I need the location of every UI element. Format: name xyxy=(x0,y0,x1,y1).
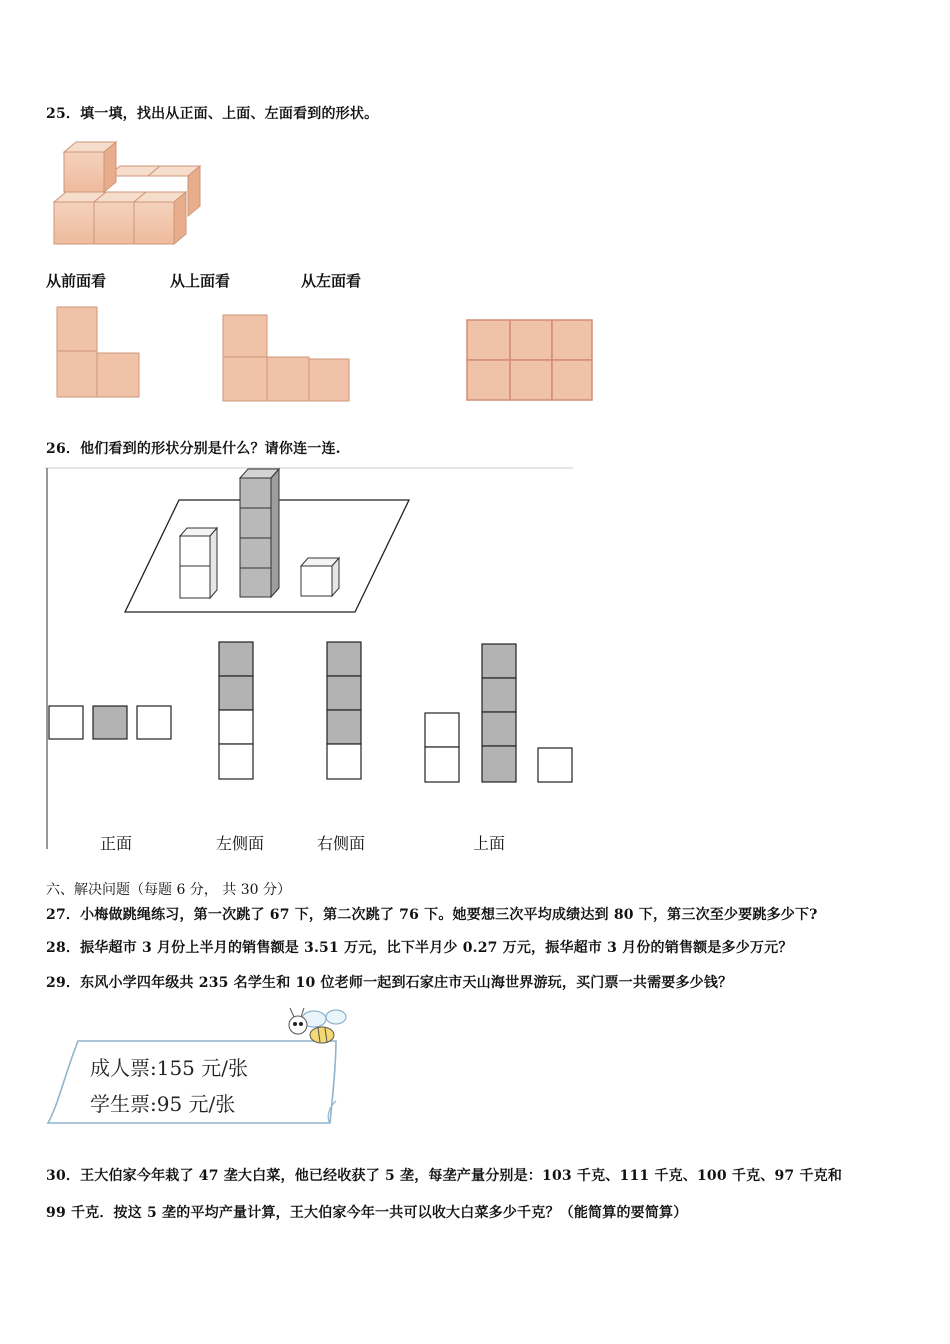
q25-cube-stack-figure xyxy=(50,138,205,248)
q29-text: 29．东风小学四年级共 235 名学生和 10 位老师一起到石家庄市天山海世界游玩，买门票一共需要多少钱？ xyxy=(46,975,733,991)
student-ticket-price: 学生票:95 元/张 xyxy=(90,1092,236,1116)
label-top: 上面 xyxy=(473,834,506,853)
label-left-side: 左侧面 xyxy=(216,834,265,853)
q25-front-view-shape xyxy=(55,305,145,400)
section6-heading: 六、解决问题（每题 6 分， 共 30 分） xyxy=(46,882,291,898)
label-front: 正面 xyxy=(100,834,133,853)
label-right-side: 右侧面 xyxy=(317,834,366,853)
ticket-price-card xyxy=(44,1005,344,1131)
q27-text: 27．小梅做跳绳练习，第一次跳了 67 下，第二次跳了 76 下。她要想三次平均成绩达到 80 下，第三次至少要跳多少下? xyxy=(46,907,818,923)
q30-line1: 30．王大伯家今年栽了 47 垄大白菜，他已经收获了 5 垄，每垄产量分别是：103 千克、111 千克、100 千克、97 千克和 xyxy=(46,1168,843,1184)
q26-connect-figure xyxy=(45,466,575,851)
label-front-view: 从前面看 xyxy=(46,272,107,290)
q25-top-view-shape xyxy=(220,312,355,404)
adult-ticket-price: 成人票:155 元/张 xyxy=(90,1056,249,1080)
label-left-view: 从左面看 xyxy=(301,272,362,290)
q25-left-view-shape xyxy=(465,316,597,404)
q30-line2: 99 千克．按这 5 垄的平均产量计算，王大伯家今年一共可以收大白菜多少千克？（能简算的要简算） xyxy=(46,1205,688,1221)
label-top-view: 从上面看 xyxy=(170,272,231,290)
bee-mascot-icon xyxy=(289,1008,346,1043)
q26-text: 26．他们看到的形状分别是什么？请你连一连. xyxy=(46,441,341,457)
q25-text: 25．填一填，找出从正面、上面、左面看到的形状。 xyxy=(46,106,379,122)
q28-text: 28．振华超市 3 月份上半月的销售额是 3.51 万元，比下半月少 0.27 万元，振华超市 3 月份的销售额是多少万元？ xyxy=(46,940,793,956)
